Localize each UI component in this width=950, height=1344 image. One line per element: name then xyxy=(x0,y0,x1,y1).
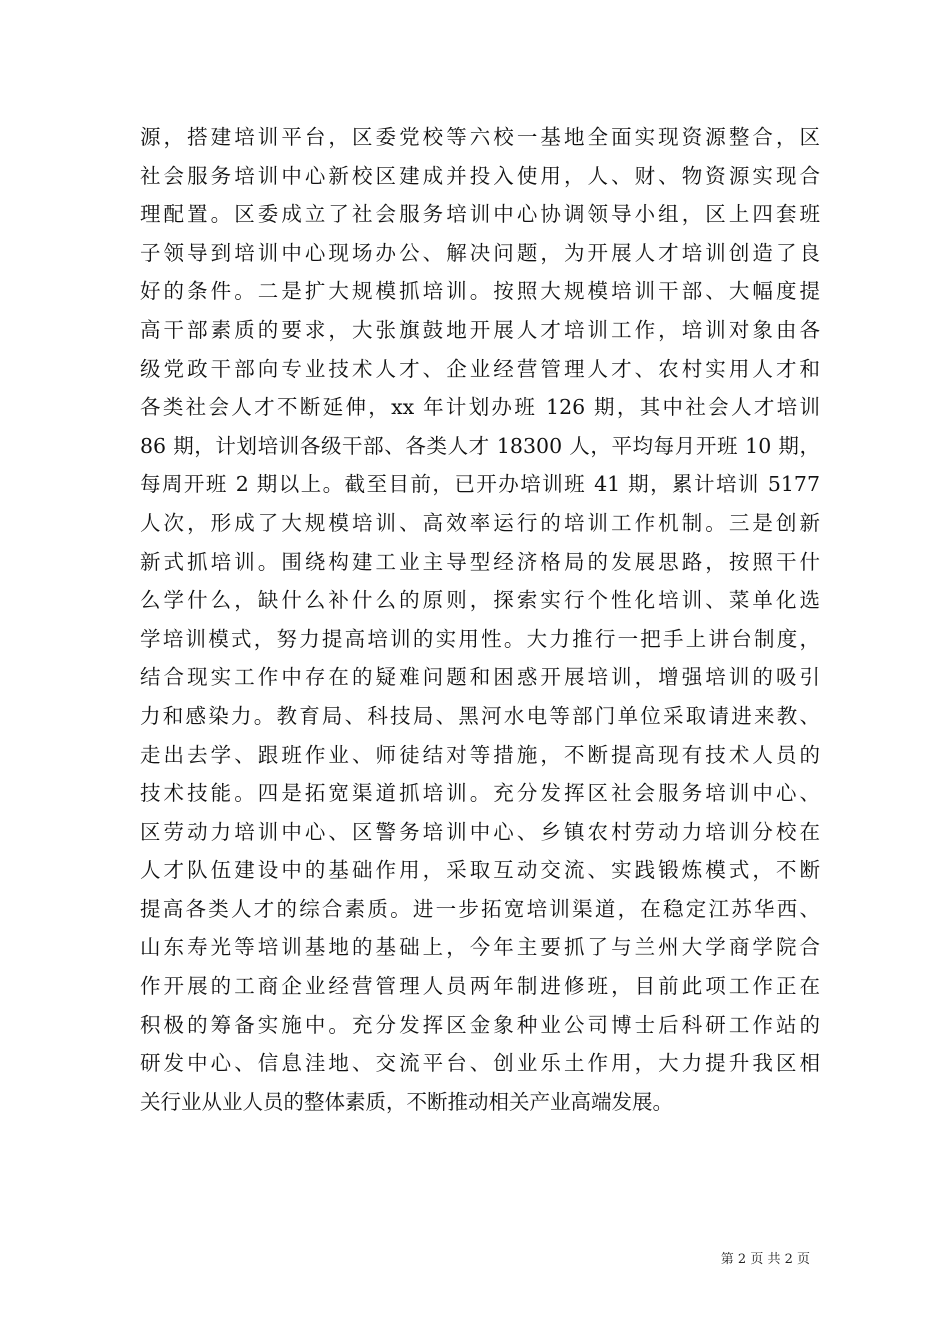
text-line: 提高各类人才的综合素质。进一步拓宽培训渠道，在稳定江苏华西、 xyxy=(140,896,820,921)
text-line: 山东寿光等培训基地的基础上，今年主要抓了与兰州大学商学院合 xyxy=(140,935,820,960)
text-line: 力和感染力。教育局、科技局、黑河水电等部门单位采取请进来教、 xyxy=(140,703,820,728)
text-line: 研发中心、信息洼地、交流平台、创业乐土作用，大力提升我区相 xyxy=(140,1051,820,1076)
text-line: 积极的筹备实施中。充分发挥区金象种业公司博士后科研工作站的 xyxy=(140,1012,820,1037)
text-line: 社会服务培训中心新校区建成并投入使用，人、财、物资源实现合 xyxy=(140,163,820,188)
text-line: 各类社会人才不断延伸，xx 年计划办班 126 期，其中社会人才培训 xyxy=(140,395,820,420)
text-line: 作开展的工商企业经营管理人员两年制进修班，目前此项工作正在 xyxy=(140,974,820,999)
text-line: 新式抓培训。围绕构建工业主导型经济格局的发展思路，按照干什 xyxy=(140,549,820,574)
text-line: 高干部素质的要求，大张旗鼓地开展人才培训工作，培训对象由各 xyxy=(140,317,820,342)
text-line: 学培训模式，努力提高培训的实用性。大力推行一把手上讲台制度， xyxy=(140,626,820,651)
text-line: 86 期，计划培训各级干部、各类人才 18300 人，平均每月开班 10 期， xyxy=(140,433,820,458)
text-line: 理配置。区委成立了社会服务培训中心协调领导小组，区上四套班 xyxy=(140,202,820,227)
text-line: 级党政干部向专业技术人才、企业经营管理人才、农村实用人才和 xyxy=(140,356,820,381)
text-line: 关行业从业人员的整体素质，不断推动相关产业高端发展。 xyxy=(140,1089,673,1114)
page-number: 第 2 页 共 2 页 xyxy=(720,1252,810,1267)
text-line: 每周开班 2 期以上。截至目前，已开办培训班 41 期，累计培训 5177 xyxy=(140,472,820,497)
text-line: 人次，形成了大规模培训、高效率运行的培训工作机制。三是创新 xyxy=(140,510,820,535)
text-line: 走出去学、跟班作业、师徒结对等措施，不断提高现有技术人员的 xyxy=(140,742,820,767)
body-paragraph xyxy=(140,118,820,1121)
text-line: 技术技能。四是拓宽渠道抓培训。充分发挥区社会服务培训中心、 xyxy=(140,781,820,806)
text-line: 子领导到培训中心现场办公、解决问题，为开展人才培训创造了良 xyxy=(140,240,820,265)
text-line: 区劳动力培训中心、区警务培训中心、乡镇农村劳动力培训分校在 xyxy=(140,819,820,844)
text-line: 结合现实工作中存在的疑难问题和困惑开展培训，增强培训的吸引 xyxy=(140,665,820,690)
text-line: 好的条件。二是扩大规模抓培训。按照大规模培训干部、大幅度提 xyxy=(140,279,820,304)
text-line: 么学什么，缺什么补什么的原则，探索实行个性化培训、菜单化选 xyxy=(140,588,820,613)
text-line: 人才队伍建设中的基础作用，采取互动交流、实践锻炼模式，不断 xyxy=(140,858,820,883)
text-line: 源，搭建培训平台，区委党校等六校一基地全面实现资源整合，区 xyxy=(140,125,820,149)
